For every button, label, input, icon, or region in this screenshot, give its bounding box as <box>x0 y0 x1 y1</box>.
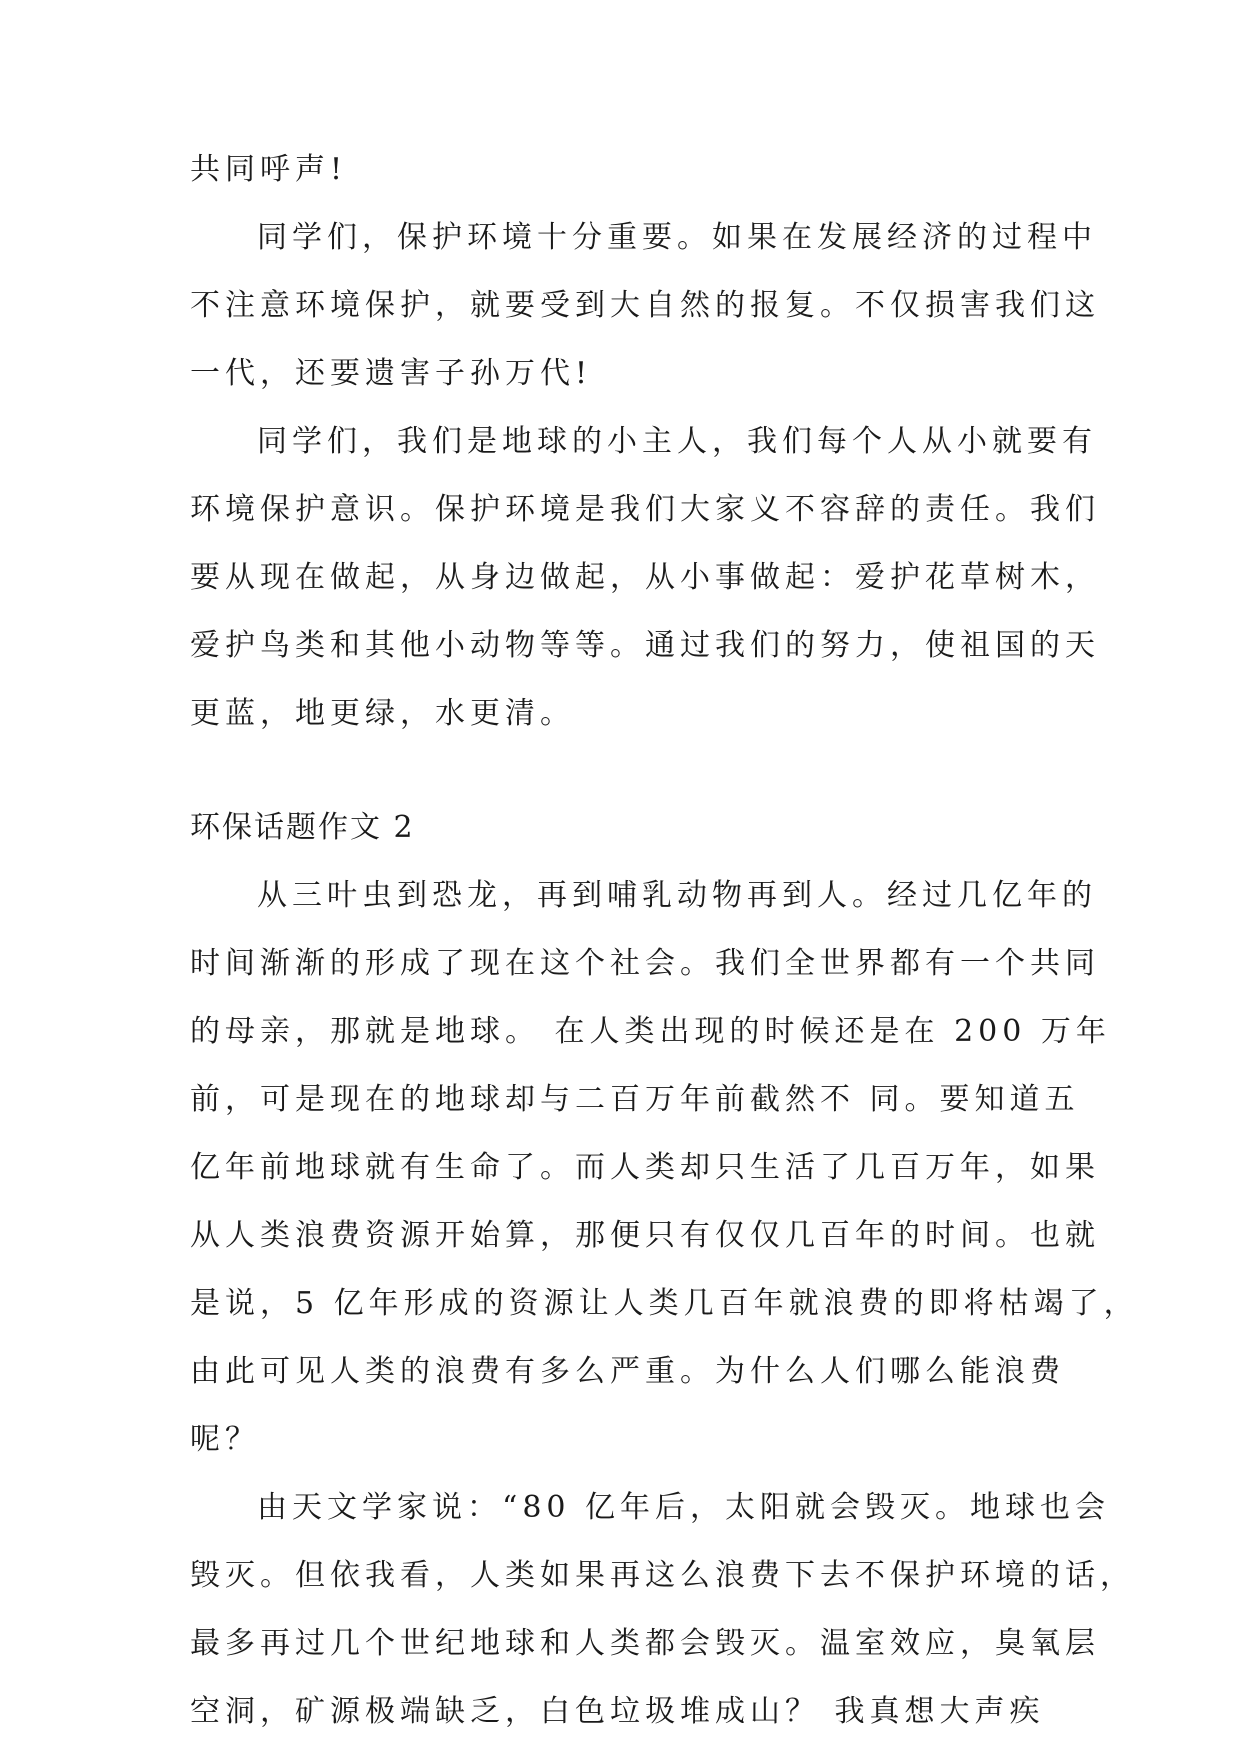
text-line: 由此可见人类的浪费有多么严重。为什么人们哪么能浪费 <box>190 1354 1065 1389</box>
text-line: 爱护鸟类和其他小动物等等。通过我们的努力，使祖国的天 <box>190 628 1100 663</box>
paragraph-first-line: 同学们，保护环境十分重要。如果在发展经济的过程中 <box>257 220 1097 255</box>
text-line: 毁灭。但依我看，人类如果再这么浪费下去不保护环境的话， <box>190 1558 1135 1593</box>
text-line: 不注意环境保护，就要受到大自然的报复。不仅损害我们这 <box>190 288 1100 323</box>
text-line: 时间渐渐的形成了现在这个社会。我们全世界都有一个共同 <box>190 946 1100 981</box>
paragraph-first-line: 同学们，我们是地球的小主人，我们每个人从小就要有 <box>257 424 1097 459</box>
text-line: 前，可是现在的地球却与二百万年前截然不 同。要知道五 <box>190 1082 1080 1117</box>
text-line: 要从现在做起，从身边做起，从小事做起：爱护花草树木， <box>190 560 1100 595</box>
text-line: 一代，还要遗害子孙万代! <box>190 356 593 391</box>
text-line: 是说，5 亿年形成的资源让人类几百年就浪费的即将枯竭了， <box>190 1286 1139 1321</box>
text-line: 的母亲，那就是地球。 在人类出现的时候还是在 200 万年 <box>190 1014 1111 1049</box>
text-line: 空洞，矿源极端缺乏，白色垃圾堆成山？ 我真想大声疾 <box>190 1694 1045 1729</box>
text-line: 共同呼声! <box>190 152 348 187</box>
text-line: 环境保护意识。保护环境是我们大家义不容辞的责任。我们 <box>190 492 1100 527</box>
text-line: 从人类浪费资源开始算，那便只有仅仅几百年的时间。也就 <box>190 1218 1100 1253</box>
paragraph-first-line: 由天文学家说：“80 亿年后，太阳就会毁灭。地球也会 <box>257 1490 1111 1525</box>
text-line: 更蓝，地更绿，水更清。 <box>190 696 575 731</box>
text-line: 亿年前地球就有生命了。而人类却只生活了几百万年，如果 <box>190 1150 1100 1185</box>
text-line: 呢？ <box>190 1422 260 1457</box>
text-line: 最多再过几个世纪地球和人类都会毁灭。温室效应，臭氧层 <box>190 1626 1100 1661</box>
section-heading: 环保话题作文 2 <box>190 810 415 845</box>
paragraph-first-line: 从三叶虫到恐龙，再到哺乳动物再到人。经过几亿年的 <box>257 878 1097 913</box>
